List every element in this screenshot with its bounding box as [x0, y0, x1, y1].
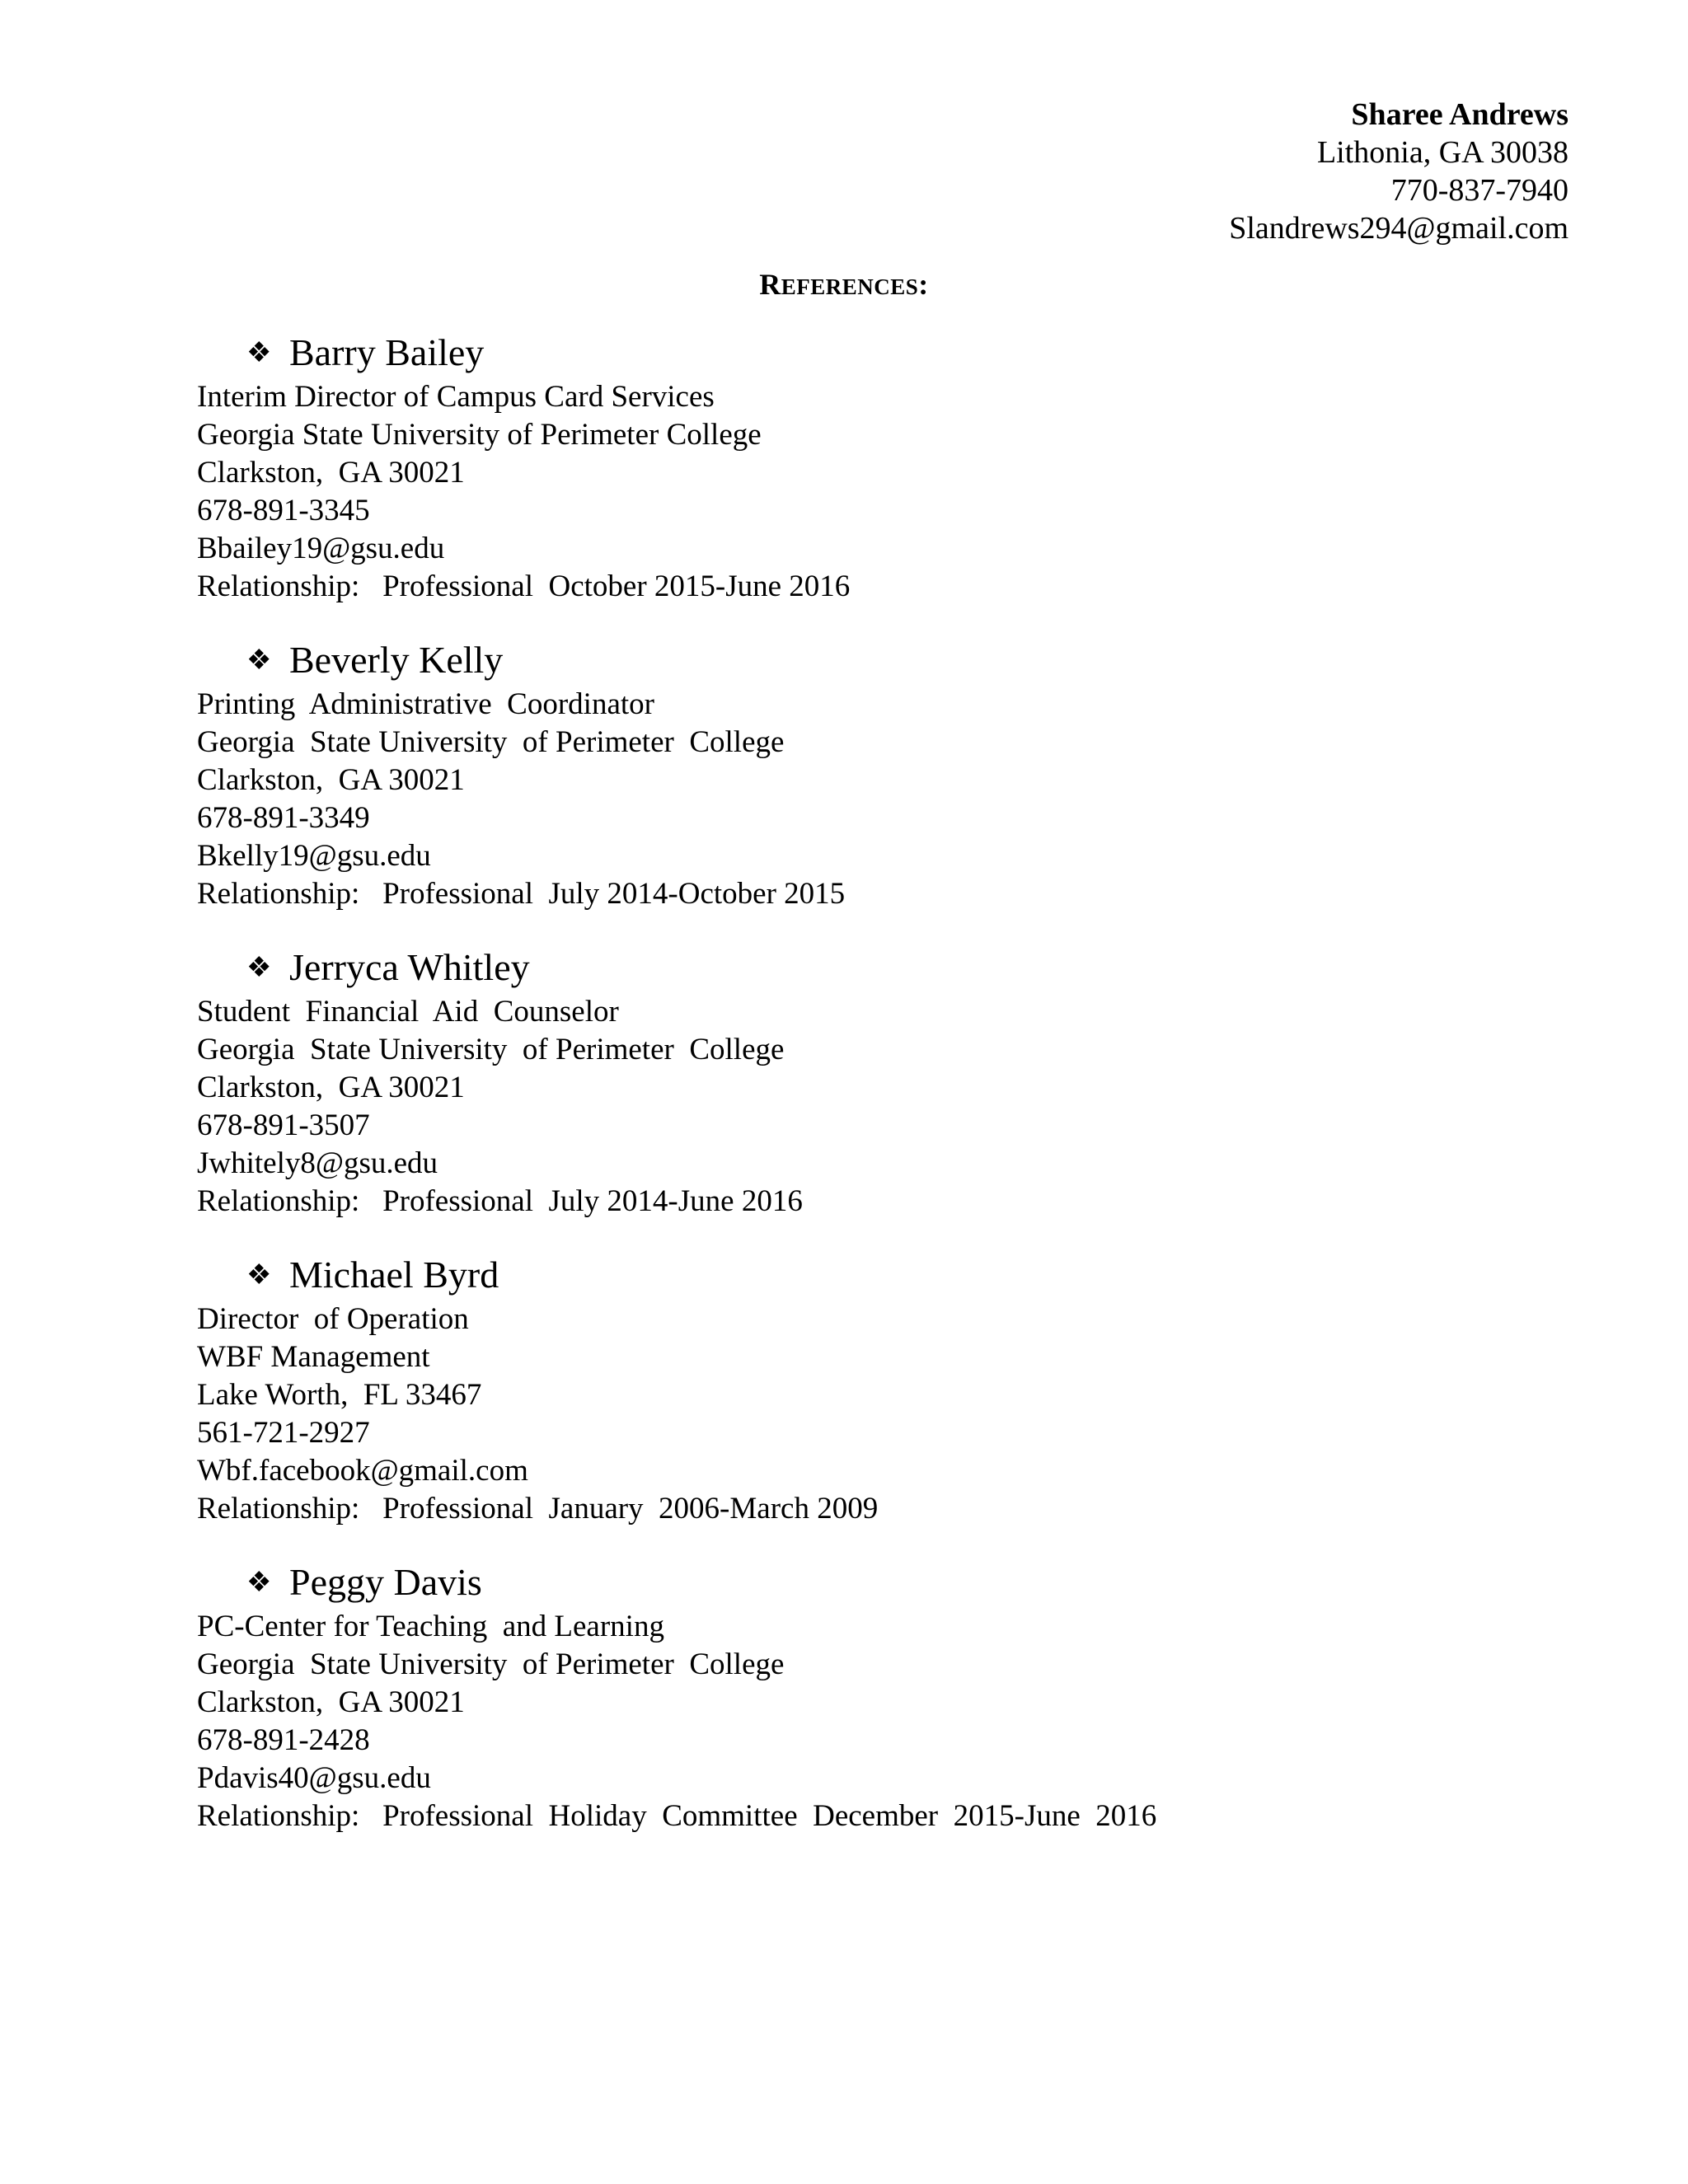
- section-title: [0, 265, 1688, 306]
- reference-email: Bbailey19@gsu.edu: [197, 532, 445, 565]
- reference-relationship: Relationship: Professional Holiday Committee December 2015-June 2016: [197, 1799, 1157, 1833]
- contact-header: [1229, 96, 1568, 247]
- reference-name-row: [197, 1559, 1598, 1606]
- reference-organization: Georgia State University of Perimeter College: [197, 725, 785, 759]
- diamond-bullet-icon: ❖: [246, 1260, 272, 1291]
- reference-relationship: Relationship: Professional January 2006-March 2009: [197, 1492, 879, 1526]
- diamond-bullet-icon: ❖: [246, 645, 272, 676]
- reference-name-row: [197, 637, 1598, 684]
- applicant-email: Slandrews294@gmail.com: [1229, 211, 1568, 246]
- reference-entry: [197, 944, 1598, 1221]
- reference-title: PC-Center for Teaching and Learning: [197, 1610, 664, 1643]
- diamond-bullet-icon: ❖: [246, 338, 272, 368]
- reference-name: Michael Byrd: [289, 1254, 499, 1296]
- reference-phone: 678-891-2428: [197, 1723, 370, 1757]
- reference-phone: 678-891-3349: [197, 801, 370, 835]
- reference-name-row: [197, 1252, 1598, 1299]
- section-title-rest: EFERENCES: [781, 274, 919, 299]
- reference-name: Beverly Kelly: [289, 639, 504, 681]
- reference-name: Barry Bailey: [289, 331, 485, 373]
- reference-entry: [197, 637, 1598, 913]
- reference-email: Bkelly19@gsu.edu: [197, 839, 431, 873]
- section-title-colon: :: [918, 268, 929, 301]
- applicant-name: Sharee Andrews: [1351, 97, 1568, 132]
- reference-entry: [197, 1559, 1598, 1835]
- reference-relationship: Relationship: Professional July 2014-June 2016: [197, 1184, 803, 1218]
- reference-title: Printing Administrative Coordinator: [197, 687, 654, 721]
- reference-relationship: Relationship: Professional October 2015-June 2016: [197, 569, 851, 603]
- reference-relationship: Relationship: Professional July 2014-October 2015: [197, 877, 846, 911]
- applicant-city: Lithonia, GA 30038: [1316, 135, 1568, 170]
- reference-title: Interim Director of Campus Card Services: [197, 380, 715, 414]
- reference-name-row: [197, 330, 1598, 377]
- diamond-bullet-icon: ❖: [246, 953, 272, 983]
- reference-name: Peggy Davis: [289, 1561, 482, 1603]
- reference-city: Clarkston, GA 30021: [197, 1685, 465, 1719]
- reference-city: Clarkston, GA 30021: [197, 456, 465, 490]
- reference-entry: [197, 1252, 1598, 1528]
- reference-title: Director of Operation: [197, 1302, 469, 1336]
- reference-title: Student Financial Aid Counselor: [197, 995, 619, 1029]
- reference-phone: 678-891-3507: [197, 1108, 370, 1142]
- reference-city: Clarkston, GA 30021: [197, 1071, 465, 1104]
- diamond-bullet-icon: ❖: [246, 1568, 272, 1598]
- reference-city: Lake Worth, FL 33467: [197, 1378, 482, 1412]
- reference-name: Jerryca Whitley: [289, 946, 530, 988]
- reference-email: Wbf.facebook@gmail.com: [197, 1454, 528, 1488]
- reference-phone: 561-721-2927: [197, 1416, 370, 1450]
- reference-city: Clarkston, GA 30021: [197, 763, 465, 797]
- references-list: [197, 330, 1598, 1867]
- reference-email: Jwhitely8@gsu.edu: [197, 1146, 438, 1180]
- applicant-phone: 770-837-7940: [1390, 173, 1568, 208]
- reference-name-row: [197, 944, 1598, 991]
- reference-organization: WBF Management: [197, 1340, 430, 1374]
- section-title-initial: R: [759, 268, 781, 301]
- reference-phone: 678-891-3345: [197, 494, 370, 527]
- reference-organization: Georgia State University of Perimeter College: [197, 418, 762, 452]
- reference-email: Pdavis40@gsu.edu: [197, 1761, 431, 1795]
- reference-organization: Georgia State University of Perimeter College: [197, 1647, 785, 1681]
- reference-entry: [197, 330, 1598, 606]
- reference-organization: Georgia State University of Perimeter College: [197, 1033, 785, 1066]
